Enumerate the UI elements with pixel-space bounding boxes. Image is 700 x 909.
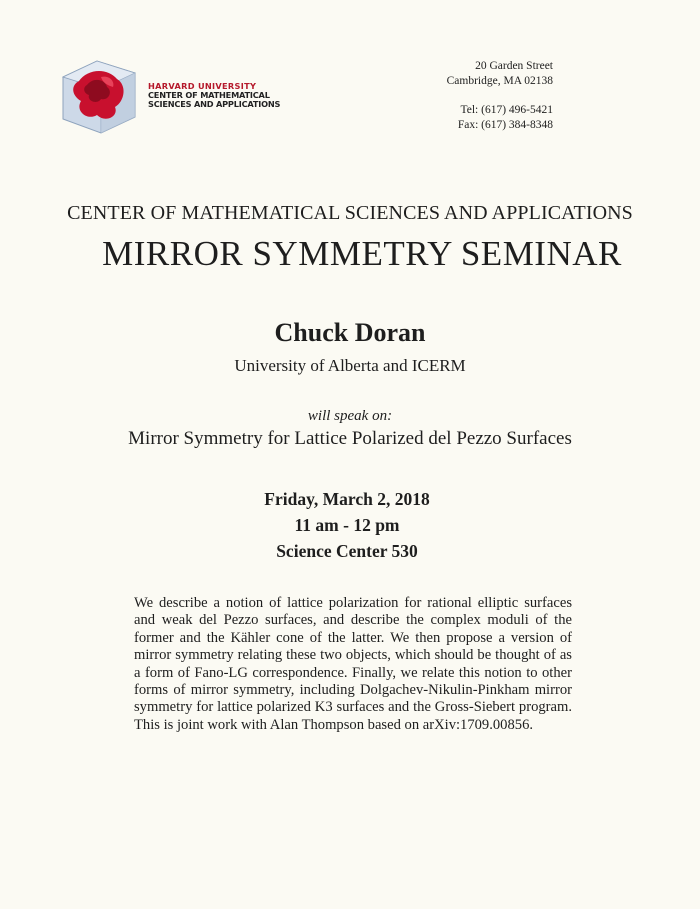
talk-abstract: We describe a notion of lattice polarization for rational elliptic surfaces and weak del Pezzo surfaces, and describe the complex moduli of the former and the Kähler cone of the latter. We then propose a version of mirror symmetry relating these two objects, which should be thought of as a form of Fano-LG correspondence. Finally, we relate this notion to other forms of mirror symmetry, including Dolgachev-Nikulin-Pinkham mirror symmetry for lattice polarized K3 surfaces and the Gross-Siebert program. This is joint work with Alan Thompson based on arXiv:1709.00856. <box>134 595 572 733</box>
fax-number: Fax: (617) 384-8348 <box>457 119 553 131</box>
harvard-cmsa-cube-logo-icon <box>57 55 141 137</box>
speaker-affiliation: University of Alberta and ICERM <box>234 356 466 375</box>
logo-line-university: HARVARD UNIVERSITY <box>148 81 257 91</box>
event-time: 11 am - 12 pm <box>294 515 400 535</box>
logo-line-center: CENTER OF MATHEMATICAL <box>148 90 270 100</box>
contact-address <box>447 59 553 133</box>
phone-number: Tel: (617) 496-5421 <box>460 104 553 116</box>
center-name-heading: CENTER OF MATHEMATICAL SCIENCES AND APPLICATIONS <box>67 202 633 224</box>
talk-title: Mirror Symmetry for Lattice Polarized del Pezzo Surfaces <box>128 428 572 449</box>
address-city: Cambridge, MA 02138 <box>446 75 553 87</box>
event-date: Friday, March 2, 2018 <box>264 489 430 509</box>
logo-line-sciences: SCIENCES AND APPLICATIONS <box>148 99 281 109</box>
seminar-title: MIRROR SYMMETRY SEMINAR <box>102 234 622 273</box>
event-location: Science Center 530 <box>276 541 418 561</box>
address-street: 20 Garden Street <box>475 60 553 72</box>
event-details <box>0 486 694 564</box>
speaker-name: Chuck Doran <box>274 318 426 347</box>
will-speak-on-label: will speak on: <box>307 408 393 424</box>
institution-logo-text <box>148 82 280 109</box>
